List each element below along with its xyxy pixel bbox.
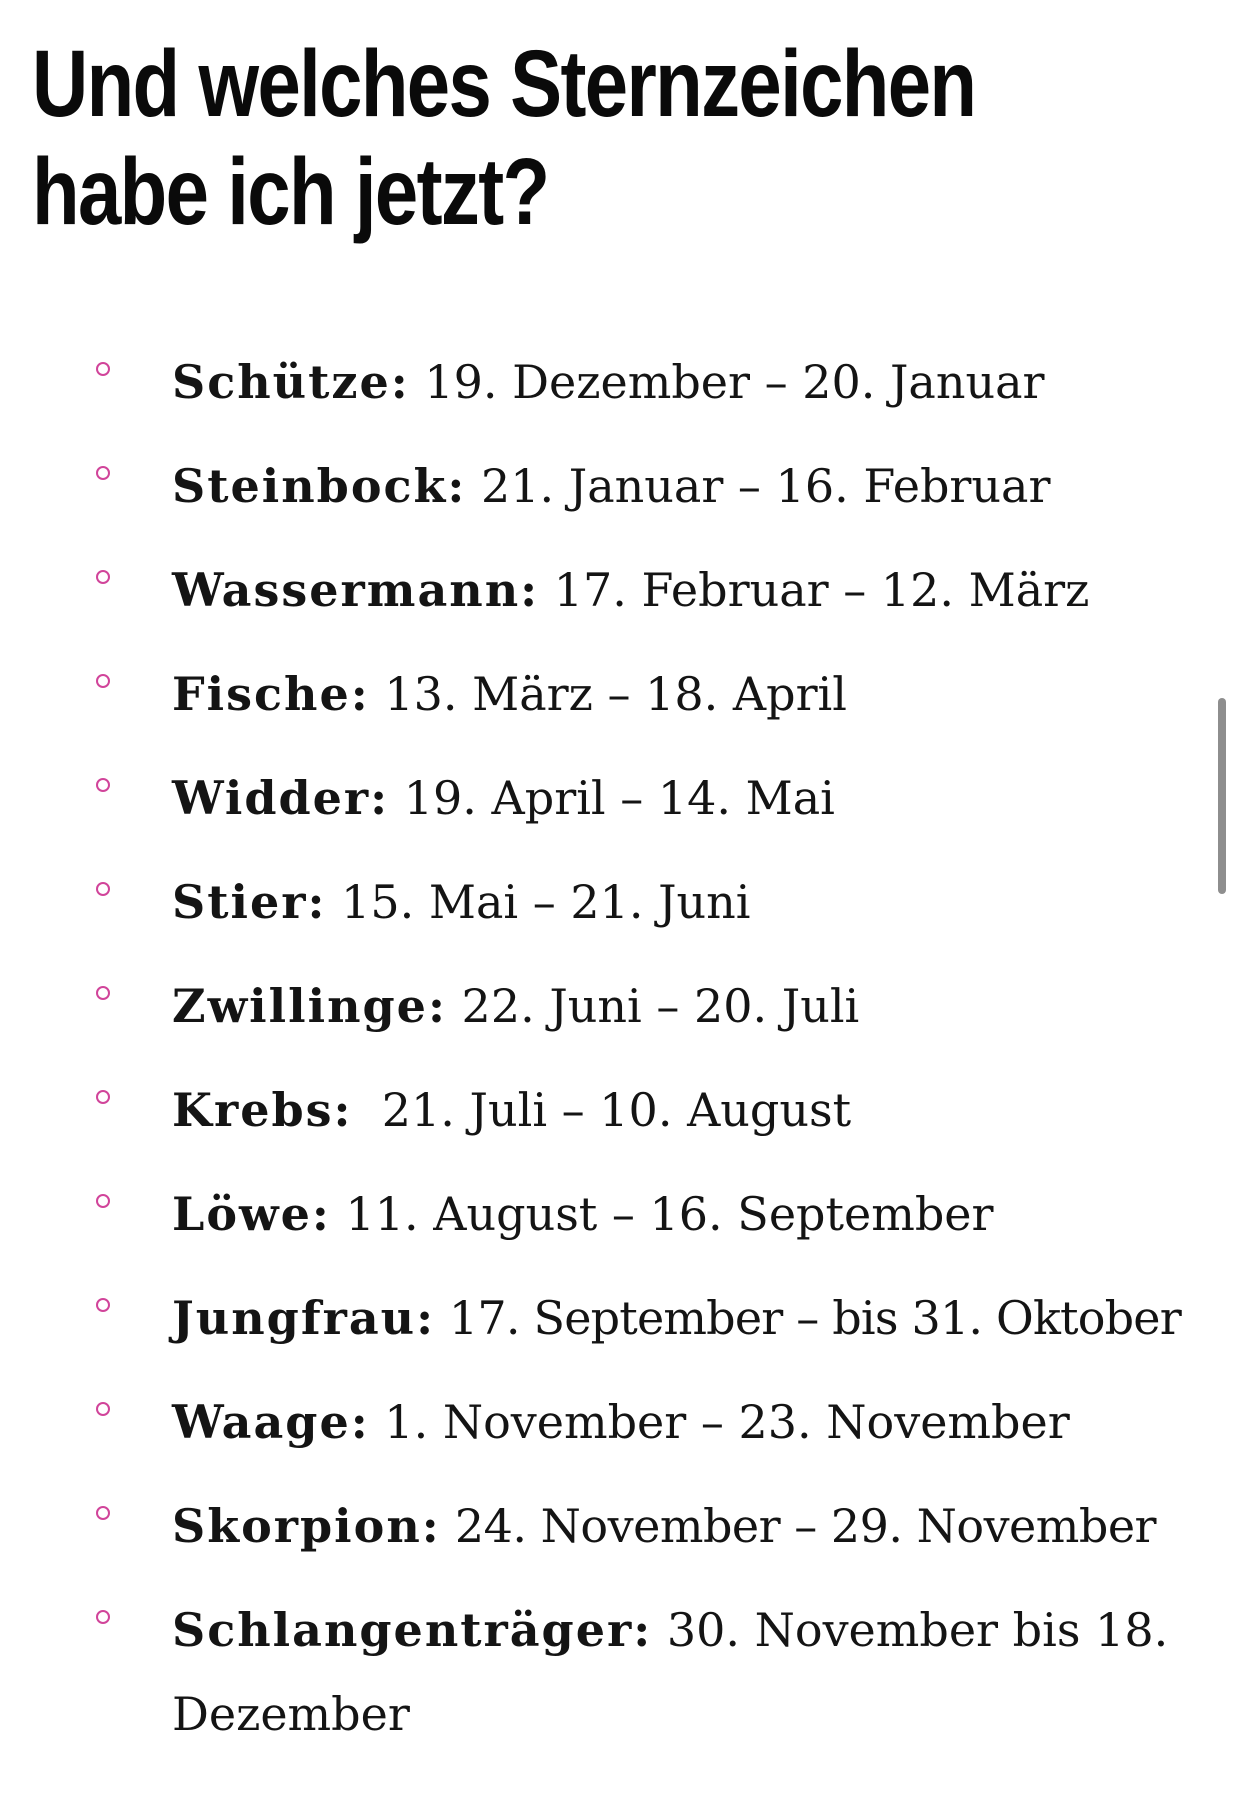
zodiac-name: Löwe: xyxy=(172,1187,331,1241)
zodiac-date-range: 24. November – 29. November xyxy=(440,1499,1157,1553)
list-item xyxy=(0,548,1242,652)
zodiac-name: Schütze: xyxy=(172,355,410,409)
circle-bullet-icon xyxy=(96,1610,110,1624)
zodiac-entry xyxy=(172,860,1202,944)
zodiac-date-range: 13. März – 18. April xyxy=(369,667,847,721)
zodiac-entry xyxy=(172,548,1202,632)
list-item xyxy=(0,444,1242,548)
zodiac-date-range: 11. August – 16. September xyxy=(330,1187,994,1241)
circle-bullet-icon xyxy=(96,778,110,792)
circle-bullet-icon xyxy=(96,1298,110,1312)
zodiac-entry xyxy=(172,1588,1202,1756)
list-item xyxy=(0,1588,1242,1758)
list-item xyxy=(0,1068,1242,1172)
zodiac-name: Stier: xyxy=(172,875,327,929)
circle-bullet-icon xyxy=(96,1402,110,1416)
list-item xyxy=(0,1172,1242,1276)
zodiac-date-range: 19. Dezember – 20. Januar xyxy=(409,355,1045,409)
zodiac-entry xyxy=(172,444,1202,528)
zodiac-name: Waage: xyxy=(172,1395,370,1449)
zodiac-date-range: 30. November bis 18. Dezember xyxy=(172,1603,1169,1741)
zodiac-name: Jungfrau: xyxy=(172,1291,436,1345)
zodiac-date-range: 17. September – bis 31. Oktober xyxy=(435,1291,1181,1345)
zodiac-entry xyxy=(172,756,1202,840)
list-item xyxy=(0,652,1242,756)
zodiac-entry xyxy=(172,340,1202,424)
zodiac-name: Schlangenträger: xyxy=(172,1603,653,1657)
zodiac-name: Zwillinge: xyxy=(172,979,447,1033)
zodiac-date-range: 19. April – 14. Mai xyxy=(389,771,835,825)
list-item xyxy=(0,756,1242,860)
scrollbar-thumb[interactable] xyxy=(1218,698,1226,894)
zodiac-entry xyxy=(172,1276,1202,1360)
zodiac-name: Steinbock: xyxy=(172,459,467,513)
zodiac-date-range: 1. November – 23. November xyxy=(369,1395,1070,1449)
zodiac-entry xyxy=(172,964,1202,1048)
page-title xyxy=(32,30,975,246)
list-item xyxy=(0,964,1242,1068)
zodiac-date-range: 21. Januar – 16. Februar xyxy=(466,459,1051,513)
circle-bullet-icon xyxy=(96,362,110,376)
list-item xyxy=(0,1380,1242,1484)
zodiac-name: Wassermann: xyxy=(172,563,540,617)
zodiac-name: Widder: xyxy=(172,771,390,825)
zodiac-entry xyxy=(172,1172,1202,1256)
zodiac-entry xyxy=(172,1484,1202,1568)
zodiac-name: Krebs: xyxy=(172,1083,353,1137)
page-title-line-2: habe ich jetzt? xyxy=(32,139,549,245)
circle-bullet-icon xyxy=(96,986,110,1000)
circle-bullet-icon xyxy=(96,570,110,584)
zodiac-date-range: 15. Mai – 21. Juni xyxy=(326,875,751,929)
page-title-line-1: Und welches Sternzeichen xyxy=(32,31,976,137)
zodiac-date-range: 17. Februar – 12. März xyxy=(539,563,1090,617)
list-item xyxy=(0,1276,1242,1380)
circle-bullet-icon xyxy=(96,1090,110,1104)
circle-bullet-icon xyxy=(96,674,110,688)
circle-bullet-icon xyxy=(96,882,110,896)
circle-bullet-icon xyxy=(96,1194,110,1208)
zodiac-sign-list xyxy=(0,340,1242,1758)
zodiac-date-range: 21. Juli – 10. August xyxy=(352,1083,852,1137)
list-item xyxy=(0,340,1242,444)
zodiac-entry xyxy=(172,1068,1202,1152)
zodiac-entry xyxy=(172,1380,1202,1464)
list-item xyxy=(0,860,1242,964)
circle-bullet-icon xyxy=(96,1506,110,1520)
zodiac-date-range: 22. Juni – 20. Juli xyxy=(446,979,860,1033)
zodiac-entry xyxy=(172,652,1202,736)
circle-bullet-icon xyxy=(96,466,110,480)
zodiac-name: Fische: xyxy=(172,667,370,721)
list-item xyxy=(0,1484,1242,1588)
zodiac-name: Skorpion: xyxy=(172,1499,441,1553)
